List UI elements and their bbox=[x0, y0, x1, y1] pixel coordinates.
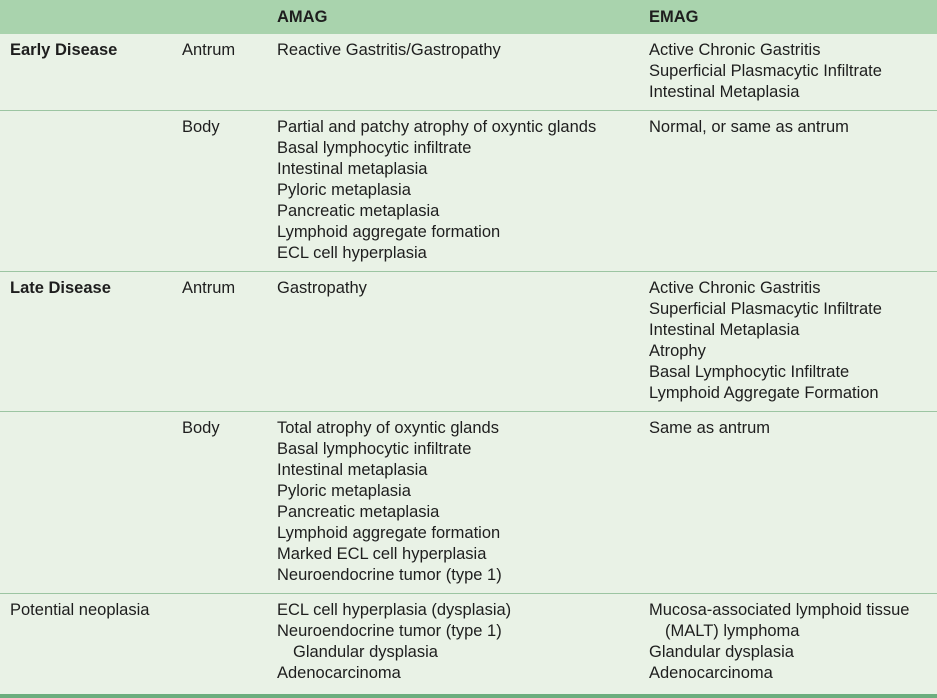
stage-cell: Late Disease bbox=[10, 279, 111, 297]
emag-line: Active Chronic Gastritis bbox=[649, 279, 821, 297]
emag-line: Active Chronic Gastritis bbox=[649, 41, 821, 59]
table-header-row bbox=[0, 0, 937, 34]
amag-line: Pancreatic metaplasia bbox=[277, 503, 440, 521]
stage-cell: Early Disease bbox=[10, 41, 118, 59]
amag-cell bbox=[267, 34, 639, 111]
table-row-early-antrum bbox=[0, 34, 937, 111]
table-row-late-antrum bbox=[0, 272, 937, 412]
table-row-early-body bbox=[0, 111, 937, 272]
emag-line: Atrophy bbox=[649, 342, 706, 360]
amag-line: Lymphoid aggregate formation bbox=[277, 223, 501, 241]
emag-cell bbox=[639, 34, 937, 111]
emag-line: Mucosa-associated lymphoid tissue bbox=[649, 601, 910, 619]
stage-cell: Potential neoplasia bbox=[10, 601, 150, 619]
amag-line: Pancreatic metaplasia bbox=[277, 202, 440, 220]
emag-line: Superficial Plasmacytic Infiltrate bbox=[649, 300, 882, 318]
amag-cell bbox=[267, 594, 639, 692]
emag-cell bbox=[639, 594, 937, 692]
stage-cell bbox=[0, 111, 172, 272]
amag-line: Basal lymphocytic infiltrate bbox=[277, 440, 472, 458]
amag-line: Reactive Gastritis/Gastropathy bbox=[277, 41, 501, 59]
amag-line: Intestinal metaplasia bbox=[277, 461, 428, 479]
amag-line: Glandular dysplasia bbox=[293, 643, 438, 661]
header-stage bbox=[0, 0, 172, 34]
amag-line: Marked ECL cell hyperplasia bbox=[277, 545, 487, 563]
emag-line: Same as antrum bbox=[649, 419, 771, 437]
emag-line: (MALT) lymphoma bbox=[665, 622, 800, 640]
emag-cell bbox=[639, 272, 937, 412]
emag-line: Intestinal Metaplasia bbox=[649, 83, 800, 101]
amag-line: Pyloric metaplasia bbox=[277, 482, 411, 500]
amag-line: Total atrophy of oxyntic glands bbox=[277, 419, 499, 437]
emag-cell bbox=[639, 111, 937, 272]
amag-line: Adenocarcinoma bbox=[277, 664, 401, 682]
table-row-late-body bbox=[0, 412, 937, 594]
emag-line: Basal Lymphocytic Infiltrate bbox=[649, 363, 850, 381]
header-amag: AMAG bbox=[277, 8, 328, 26]
amag-line: Partial and patchy atrophy of oxyntic glands bbox=[277, 118, 597, 136]
amag-line: Lymphoid aggregate formation bbox=[277, 524, 501, 542]
header-site bbox=[172, 0, 267, 34]
amag-line: Intestinal metaplasia bbox=[277, 160, 428, 178]
amag-line: Basal lymphocytic infiltrate bbox=[277, 139, 472, 157]
amag-line: ECL cell hyperplasia bbox=[277, 244, 427, 262]
amag-line: Pyloric metaplasia bbox=[277, 181, 411, 199]
site-cell bbox=[172, 594, 267, 692]
emag-line: Intestinal Metaplasia bbox=[649, 321, 800, 339]
emag-line: Superficial Plasmacytic Infiltrate bbox=[649, 62, 882, 80]
emag-line: Adenocarcinoma bbox=[649, 664, 773, 682]
emag-line: Lymphoid Aggregate Formation bbox=[649, 384, 879, 402]
site-cell: Antrum bbox=[182, 279, 236, 297]
amag-cell bbox=[267, 412, 639, 594]
header-emag: EMAG bbox=[649, 8, 699, 26]
amag-cell bbox=[267, 272, 639, 412]
emag-line: Glandular dysplasia bbox=[649, 643, 794, 661]
amag-line: Neuroendocrine tumor (type 1) bbox=[277, 622, 502, 640]
amag-line: ECL cell hyperplasia (dysplasia) bbox=[277, 601, 512, 619]
amag-line: Neuroendocrine tumor (type 1) bbox=[277, 566, 502, 584]
emag-cell bbox=[639, 412, 937, 594]
amag-line: Gastropathy bbox=[277, 279, 367, 297]
emag-line: Normal, or same as antrum bbox=[649, 118, 849, 136]
stage-cell bbox=[0, 412, 172, 594]
site-cell: Antrum bbox=[182, 41, 236, 59]
site-cell: Body bbox=[182, 419, 220, 437]
table-row-potential-neoplasia bbox=[0, 594, 937, 692]
amag-cell bbox=[267, 111, 639, 272]
site-cell: Body bbox=[182, 118, 220, 136]
